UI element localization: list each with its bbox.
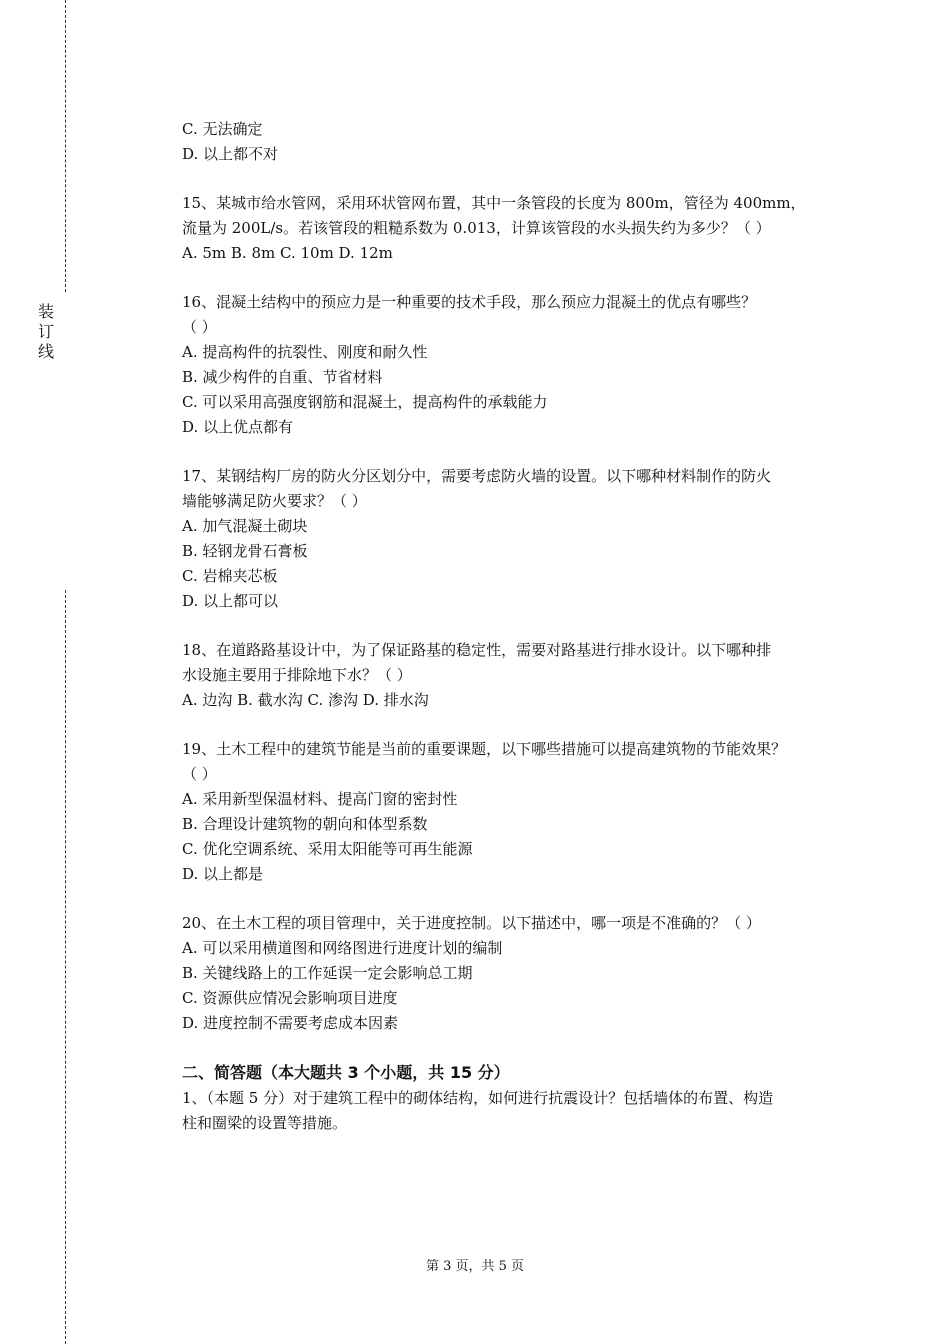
option-d: D. 以上优点都有 <box>182 418 294 436</box>
question-16 <box>182 290 850 440</box>
short-answer-question-1 <box>182 1086 850 1136</box>
option-c: C. 优化空调系统、采用太阳能等可再生能源 <box>182 840 473 858</box>
binding-label <box>36 302 56 362</box>
section-title: 二、简答题（本大题共 3 个小题，共 15 分） <box>182 1063 510 1082</box>
question-text: 18、在道路路基设计中，为了保证路基的稳定性，需要对路基进行排水设计。以下哪种排 <box>182 641 772 659</box>
option-b: B. 合理设计建筑物的朝向和体型系数 <box>182 815 428 833</box>
binding-char: 订 <box>37 322 54 341</box>
question-19 <box>182 737 850 887</box>
question-text: 16、混凝土结构中的预应力是一种重要的技术手段，那么预应力混凝土的优点有哪些？ <box>182 293 757 311</box>
question-20 <box>182 911 850 1036</box>
option-d: D. 进度控制不需要考虑成本因素 <box>182 1014 399 1032</box>
option-d: D. 以上都是 <box>182 865 264 883</box>
option-a: A. 可以采用横道图和网络图进行进度计划的编制 <box>182 939 503 957</box>
option-d: D. 以上都不对 <box>182 145 279 163</box>
question-text: 19、土木工程中的建筑节能是当前的重要课题，以下哪些措施可以提高建筑物的节能效果？ <box>182 740 787 758</box>
option-a: A. 采用新型保温材料、提高门窗的密封性 <box>182 790 458 808</box>
option-d: D. 以上都可以 <box>182 592 279 610</box>
option-b: B. 关键线路上的工作延误一定会影响总工期 <box>182 964 473 982</box>
page-content <box>182 117 850 1136</box>
binding-char: 线 <box>37 342 54 361</box>
option-c: C. 资源供应情况会影响项目进度 <box>182 989 398 1007</box>
option-c: C. 可以采用高强度钢筋和混凝土，提高构件的承载能力 <box>182 393 548 411</box>
option-a: A. 提高构件的抗裂性、刚度和耐久性 <box>182 343 428 361</box>
binding-char: 装 <box>37 302 54 321</box>
question-text: 流量为 200L/s。若该管段的粗糙系数为 0.013，计算该管段的水头损失约为多少？（ ） <box>182 219 771 237</box>
option-a: A. 加气混凝土砌块 <box>182 517 308 535</box>
question-text: 20、在土木工程的项目管理中，关于进度控制。以下描述中，哪一项是不准确的？（ ） <box>182 914 761 932</box>
question-15 <box>182 191 850 266</box>
question-18 <box>182 638 850 713</box>
question-text: 17、某钢结构厂房的防火分区划分中，需要考虑防火墙的设置。以下哪种材料制作的防火 <box>182 467 772 485</box>
question-options: A. 边沟 B. 截水沟 C. 渗沟 D. 排水沟 <box>182 691 429 709</box>
option-b: B. 轻钢龙骨石膏板 <box>182 542 308 560</box>
question-text: 水设施主要用于排除地下水？（ ） <box>182 666 412 684</box>
previous-question-options <box>182 117 850 167</box>
binding-line-top <box>65 0 66 292</box>
option-c: C. 岩棉夹芯板 <box>182 567 278 585</box>
question-text: 柱和圈梁的设置等措施。 <box>182 1114 348 1132</box>
binding-line-bottom <box>65 590 66 1344</box>
question-options: A. 5m B. 8m C. 10m D. 12m <box>182 244 393 262</box>
question-text: 15、某城市给水管网，采用环状管网布置，其中一条管段的长度为 800m，管径为 400mm， <box>182 194 806 212</box>
question-text: 墙能够满足防火要求？（ ） <box>182 492 367 510</box>
question-text: （ ） <box>182 765 217 783</box>
question-text: （ ） <box>182 318 217 336</box>
page-footer: 第 3 页，共 5 页 <box>425 1259 525 1274</box>
question-text: 1、（本题 5 分）对于建筑工程中的砌体结构，如何进行抗震设计？包括墙体的布置、构造 <box>182 1089 774 1107</box>
option-b: B. 减少构件的自重、节省材料 <box>182 368 383 386</box>
question-17 <box>182 464 850 614</box>
option-c: C. 无法确定 <box>182 120 263 138</box>
